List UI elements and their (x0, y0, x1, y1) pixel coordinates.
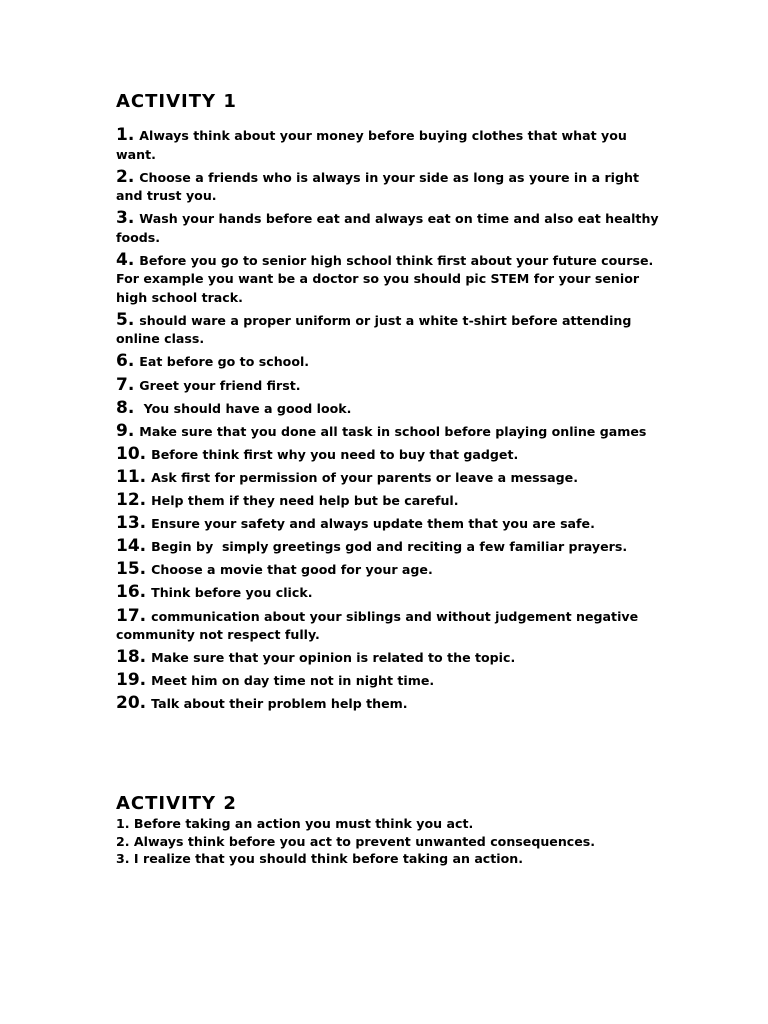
activity-1-item (116, 251, 661, 308)
item-text: Ask first for permission of your parents or leave a message. (151, 469, 579, 485)
activity-1-list (116, 125, 664, 717)
item-text: Think before you click. (151, 585, 313, 601)
item-number: 17. (116, 605, 147, 626)
item-text: Begin by simply greetings god and reciting a few familiar prayers. (151, 539, 628, 555)
item-number: 20. (116, 693, 147, 714)
item-text: Meet him on day time not in night time. (151, 673, 435, 689)
activity-1-item (116, 648, 661, 668)
item-number: 10. (116, 443, 147, 464)
item-number: 14. (116, 536, 147, 557)
item-number: 5. (116, 309, 135, 330)
item-number: 1. (116, 125, 135, 145)
item-number: 4. (116, 249, 135, 270)
item-number: 9. (116, 420, 135, 441)
item-text: Greet your friend first. (139, 377, 301, 393)
item-text: Always think about your money before buying clothes that what you want. (116, 128, 632, 162)
item-text: Before you go to senior high school think first about your future course. For example you want be a doctor so you should pic STEM for your senior high school track. (116, 252, 658, 305)
item-number: 2. (116, 166, 135, 187)
activity-1-item (116, 491, 661, 511)
activity-1-item (116, 514, 661, 534)
item-number: 11. (116, 466, 147, 487)
item-text: Before think first why you need to buy that gadget. (151, 446, 519, 462)
activity-1-item (116, 126, 661, 164)
activity-1-item (116, 445, 661, 465)
activity-2-item: 3. I realize that you should think before taking an action. (116, 851, 524, 866)
activity-1-item (116, 311, 661, 349)
item-text: Talk about their problem help them. (151, 696, 408, 712)
item-text: Choose a movie that good for your age. (151, 562, 433, 578)
item-text: communication about your siblings and without judgement negative community not respect fully. (116, 608, 643, 642)
activity-1-item (116, 671, 661, 691)
activity-1-item (116, 583, 661, 603)
item-number: 7. (116, 374, 135, 395)
activity-1-item (116, 607, 661, 645)
item-text: Make sure that your opinion is related to the topic. (151, 650, 516, 666)
item-text: Wash your hands before eat and always eat on time and also eat healthy foods. (116, 211, 664, 245)
activity-1-title: ACTIVITY 1 (116, 91, 237, 112)
activity-2-list (116, 815, 676, 868)
activity-1-item (116, 537, 661, 557)
item-text: Choose a friends who is always in your side as long as youre in a right and trust you. (116, 169, 644, 204)
item-text: Help them if they need help but be careful. (151, 493, 459, 509)
item-number: 19. (116, 670, 147, 691)
item-number: 6. (116, 351, 135, 372)
activity-1-item (116, 560, 661, 580)
activity-2-item: 2. Always think before you act to prevent unwanted consequences. (116, 833, 596, 849)
activity-1-item (116, 352, 661, 372)
item-text: should ware a proper uniform or just a white t-shirt before attending online class. (116, 312, 636, 347)
item-text: Eat before go to school. (139, 354, 310, 370)
activity-1-item (116, 468, 661, 488)
item-text: Ensure your safety and always update them that you are safe. (151, 516, 595, 532)
activity-2-item: 1. Before taking an action you must think you act. (116, 816, 474, 831)
item-text: You should have a good look. (139, 400, 352, 416)
item-number: 16. (116, 582, 147, 603)
item-number: 15. (116, 559, 147, 580)
activity-2-title: ACTIVITY 2 (116, 793, 237, 814)
activity-1-item (116, 694, 661, 714)
activity-1-item (116, 168, 661, 206)
item-number: 12. (116, 490, 147, 511)
activity-1-item (116, 399, 661, 419)
item-number: 3. (116, 208, 135, 229)
activity-1-item (116, 422, 661, 442)
item-number: 13. (116, 513, 147, 534)
activity-1-item (116, 376, 661, 396)
item-text: Make sure that you done all task in school before playing online games (139, 423, 647, 439)
item-number: 18. (116, 647, 147, 668)
activity-1-item (116, 208, 664, 247)
item-number: 8. (116, 397, 135, 418)
